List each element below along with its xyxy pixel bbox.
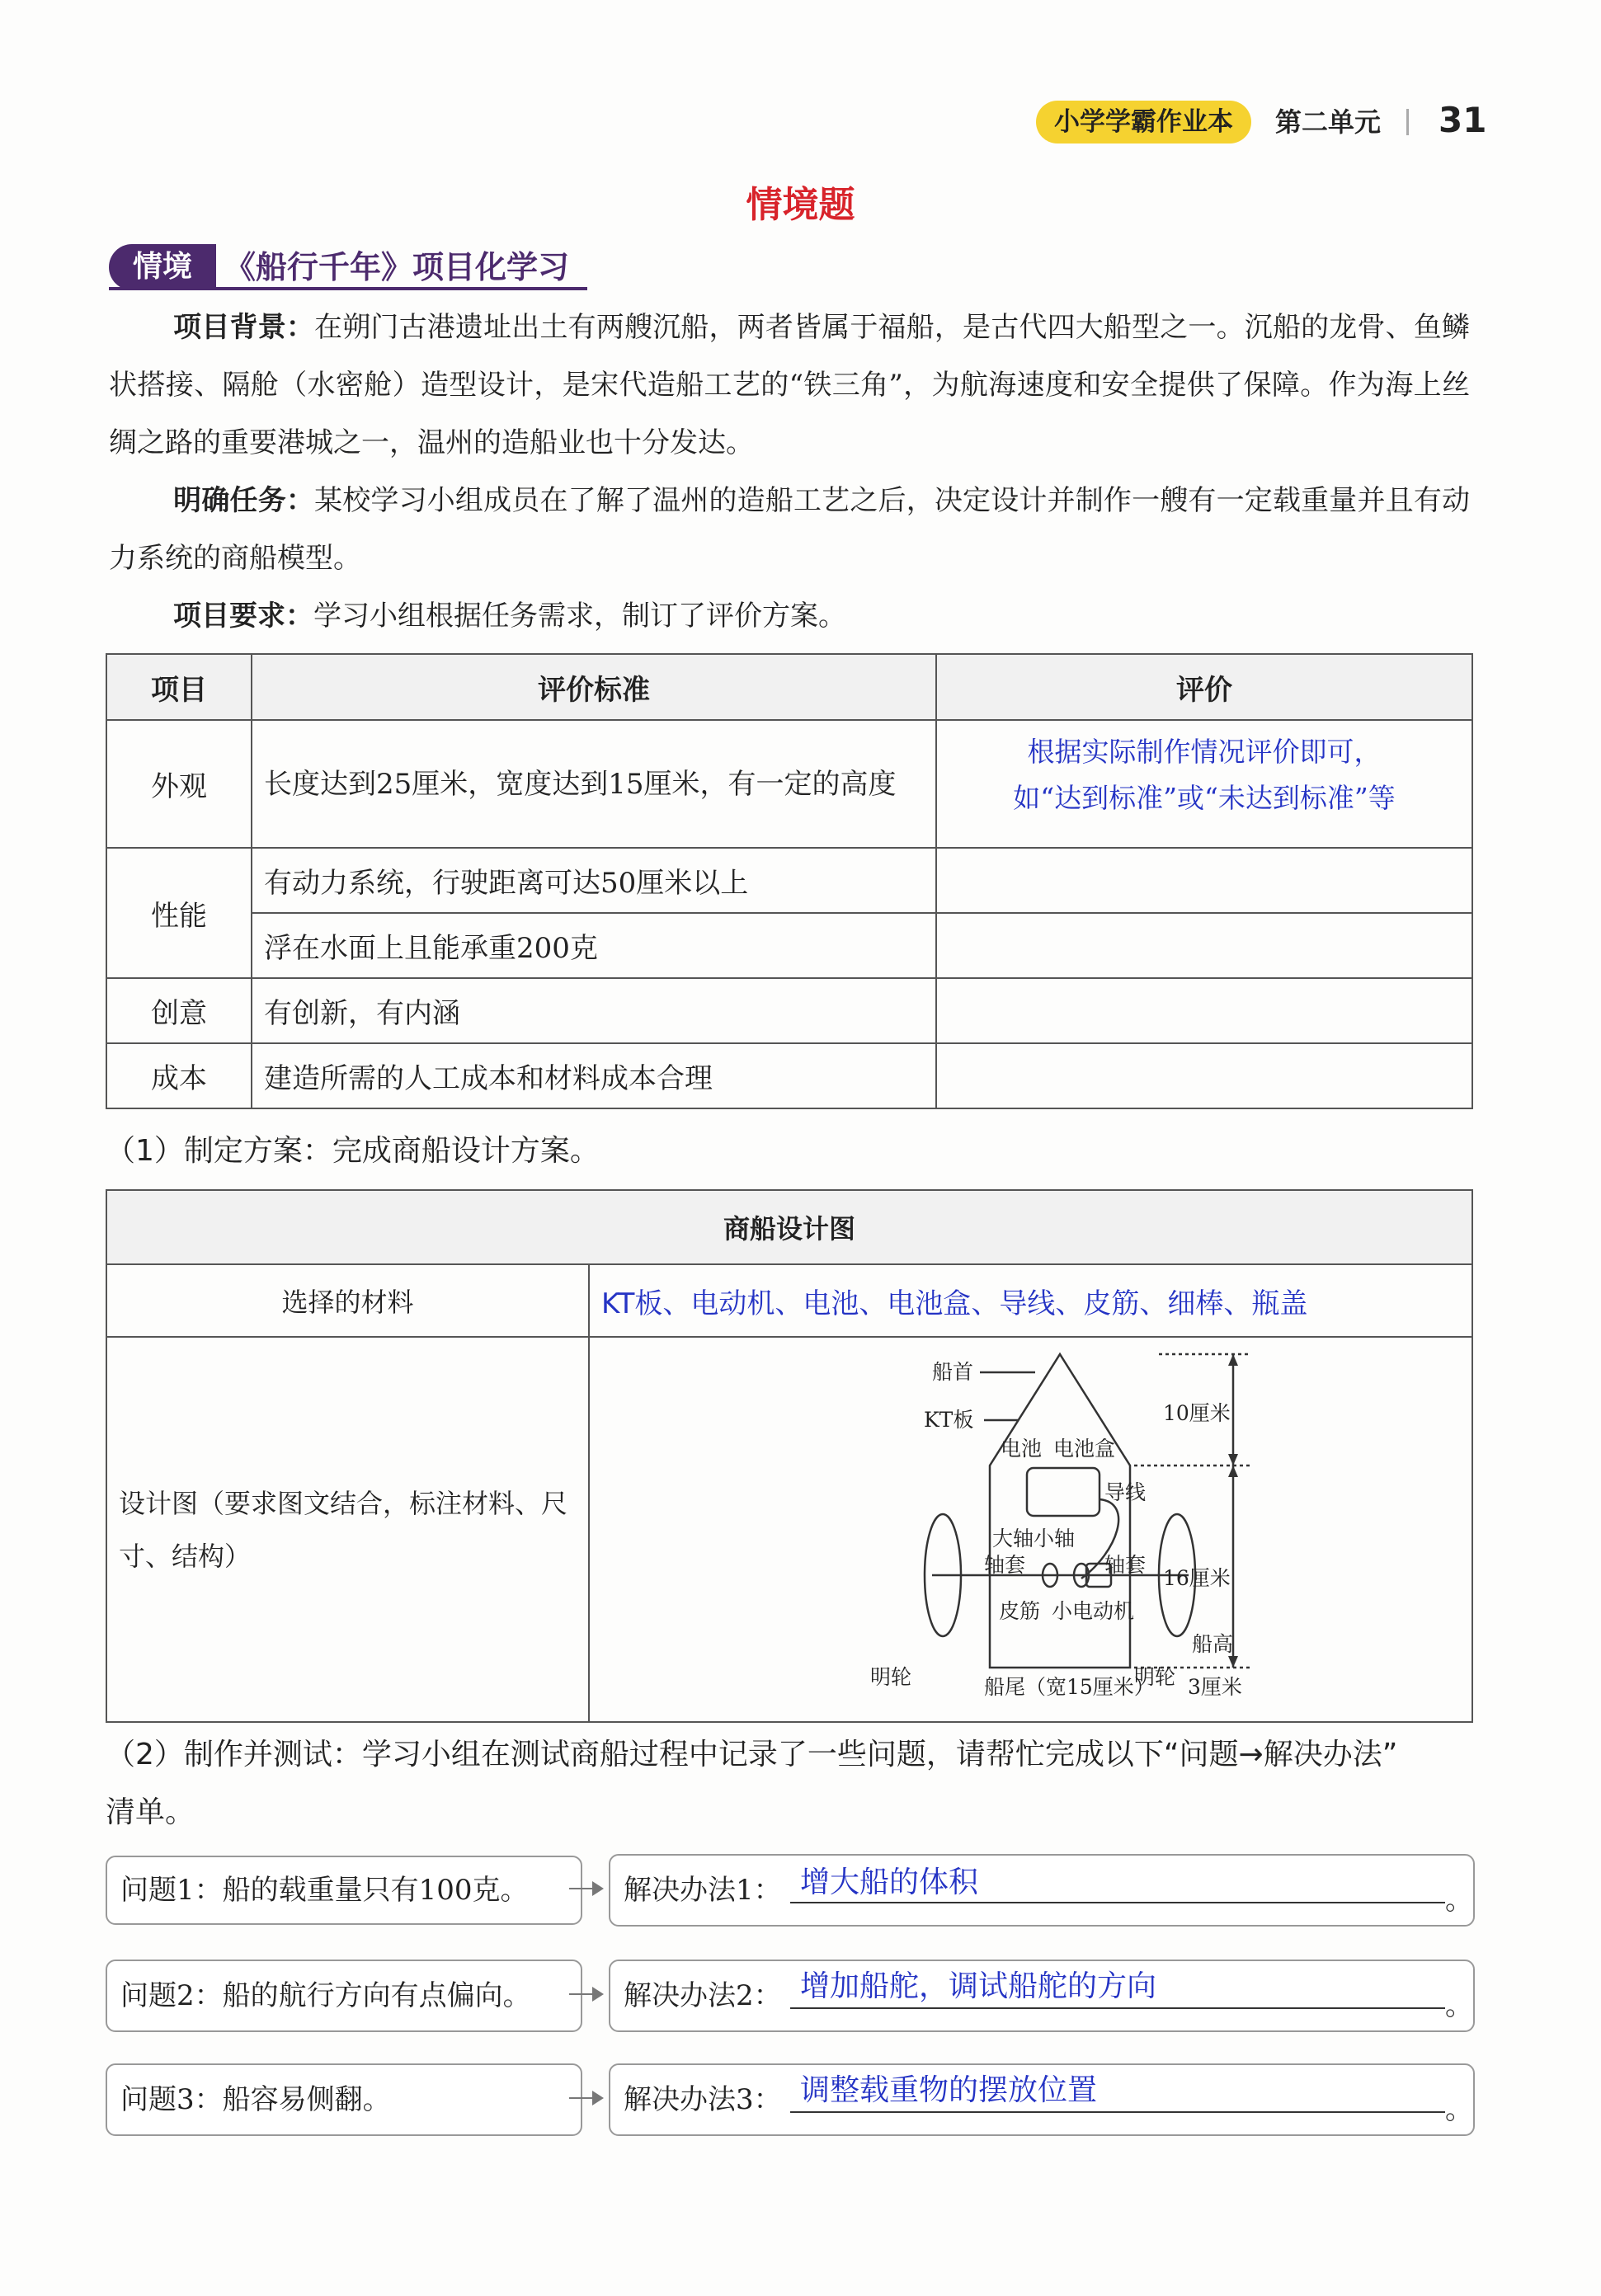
background-label: 项目背景： xyxy=(173,311,315,344)
table-cell-item: 创意 xyxy=(106,978,252,1043)
label-sleeve-right: 轴套 xyxy=(1104,1553,1147,1577)
arrow-2 xyxy=(569,1993,602,1995)
solution-label-1: 解决办法1： xyxy=(624,1874,782,1907)
problem-box-3: 问题3：船容易侧翻。 xyxy=(106,2063,582,2136)
unit-label: 第二单元 xyxy=(1275,106,1382,138)
task-label: 明确任务： xyxy=(173,484,315,517)
table-cell-criterion: 浮在水面上且能承重200克 xyxy=(252,913,936,978)
materials-value: KT板、电动机、电池、电池盒、导线、皮筋、细棒、瓶盖 xyxy=(589,1264,1472,1337)
label-kt-board: KT板 xyxy=(924,1408,974,1432)
table-header: 项目 xyxy=(106,654,252,720)
context-tag: 情境 xyxy=(109,244,216,290)
problem-box-2: 问题2：船的航行方向有点偏向。 xyxy=(106,1960,582,2032)
label-rubber-band: 皮筋 xyxy=(999,1599,1041,1623)
table-header: 评价 xyxy=(936,654,1472,720)
requirement-label: 项目要求： xyxy=(173,600,313,633)
solution-label-2: 解决办法2： xyxy=(624,1979,782,2012)
label-battery-box: 电池盒 xyxy=(1053,1437,1116,1461)
label-dimension-mid: 16厘米 xyxy=(1163,1566,1231,1590)
book-badge: 小学学霸作业本 xyxy=(1036,101,1251,144)
table-cell-evaluation xyxy=(936,978,1472,1043)
table-header: 评价标准 xyxy=(252,654,936,720)
task-paragraph xyxy=(109,472,1470,587)
question-2-line1: （2）制作并测试：学习小组在测试商船过程中记录了一些问题，请帮忙完成以下“问题→解决办法” xyxy=(106,1738,1398,1771)
label-motor: 小电动机 xyxy=(1052,1599,1135,1623)
design-table xyxy=(106,1189,1473,1723)
question-2-line2: 清单。 xyxy=(106,1795,195,1829)
requirement-text: 学习小组根据任务需求，制订了评价方案。 xyxy=(313,600,846,633)
table-cell-evaluation xyxy=(936,848,1472,913)
evaluation-answer-line1: 根据实际制作情况评价即可， xyxy=(1027,736,1382,768)
design-table-header: 商船设计图 xyxy=(106,1190,1472,1264)
answer-line-2 xyxy=(790,2007,1445,2009)
solution-answer-1[interactable]: 增大船的体积 xyxy=(800,1866,979,1899)
context-title: 《船行千年》项目化学习 xyxy=(224,249,570,285)
period-2: 。 xyxy=(1445,1989,1473,2022)
label-axle: 大轴小轴 xyxy=(992,1527,1076,1550)
context-underline xyxy=(109,287,587,290)
task-text: 某校学习小组成员在了解了温州的造船工艺之后，决定设计并制作一艘有一定载重量并且有动力系统的商船模型。 xyxy=(109,484,1471,575)
label-sleeve-left: 轴套 xyxy=(984,1553,1026,1577)
label-bow: 船首 xyxy=(932,1360,974,1384)
label-stern: 船尾（宽15厘米） xyxy=(984,1675,1155,1699)
table-cell-criterion: 长度达到25厘米，宽度达到15厘米，有一定的高度 xyxy=(252,720,936,848)
period-3: 。 xyxy=(1445,2093,1473,2126)
materials-label: 选择的材料 xyxy=(106,1264,589,1337)
solution-box-1 xyxy=(609,1854,1475,1927)
arrow-3 xyxy=(569,2097,602,2099)
ship-design-diagram xyxy=(590,1338,1473,1714)
label-wheel-right: 明轮 xyxy=(1134,1665,1176,1689)
label-wire: 导线 xyxy=(1104,1480,1147,1504)
page-title: 情境题 xyxy=(746,184,855,226)
table-cell-evaluation xyxy=(936,1043,1472,1108)
table-cell-criterion: 有创新，有内涵 xyxy=(252,978,936,1043)
header-divider xyxy=(1406,109,1409,135)
requirement-paragraph xyxy=(109,587,1470,645)
table-cell-evaluation xyxy=(936,913,1472,978)
answer-line-3 xyxy=(790,2111,1445,2113)
label-dimension-top: 10厘米 xyxy=(1163,1401,1231,1425)
background-text: 在朔门古港遗址出土有两艘沉船，两者皆属于福船，是古代四大船型之一。沉船的龙骨、鱼鳞状搭接、隔舱（水密舱）造型设计，是宋代造船工艺的“铁三角”，为航海速度和安全提供了保障。作为海上丝绸之路的重要港城之一，温州的造船业也十分发达。 xyxy=(109,311,1471,459)
battery-box-shape xyxy=(1027,1468,1100,1516)
page-number: 31 xyxy=(1439,100,1487,140)
period-1: 。 xyxy=(1445,1884,1473,1917)
table-cell-item: 外观 xyxy=(106,720,252,848)
solution-answer-3[interactable]: 调整载重物的摆放位置 xyxy=(800,2073,1098,2107)
answer-line-1 xyxy=(790,1902,1445,1903)
drawing-label: 设计图（要求图文结合，标注材料、尺寸、结构） xyxy=(106,1337,589,1722)
table-cell-item: 成本 xyxy=(106,1043,252,1108)
arrow-1 xyxy=(569,1888,602,1889)
table-cell-evaluation xyxy=(936,720,1472,848)
label-height-value: 3厘米 xyxy=(1188,1675,1242,1699)
solution-answer-2[interactable]: 增加船舵，调试船舵的方向 xyxy=(800,1969,1157,2003)
table-cell-item: 性能 xyxy=(106,848,252,978)
table-cell-criterion: 建造所需的人工成本和材料成本合理 xyxy=(252,1043,936,1108)
problem-box-1: 问题1：船的载重量只有100克。 xyxy=(106,1856,582,1925)
label-wheel-left: 明轮 xyxy=(870,1665,912,1689)
solution-label-3: 解决办法3： xyxy=(624,2083,782,2116)
evaluation-answer-line2: 如“达到标准”或“未达到标准”等 xyxy=(1013,782,1396,814)
evaluation-table xyxy=(106,653,1473,1109)
background-paragraph xyxy=(109,299,1470,472)
table-cell-criterion: 有动力系统，行驶距离可达50厘米以上 xyxy=(252,848,936,913)
question-1: （1）制定方案：完成商船设计方案。 xyxy=(106,1134,600,1168)
label-ship-height: 船高 xyxy=(1192,1632,1234,1656)
label-battery: 电池 xyxy=(1001,1437,1043,1461)
design-diagram-cell xyxy=(589,1337,1472,1722)
